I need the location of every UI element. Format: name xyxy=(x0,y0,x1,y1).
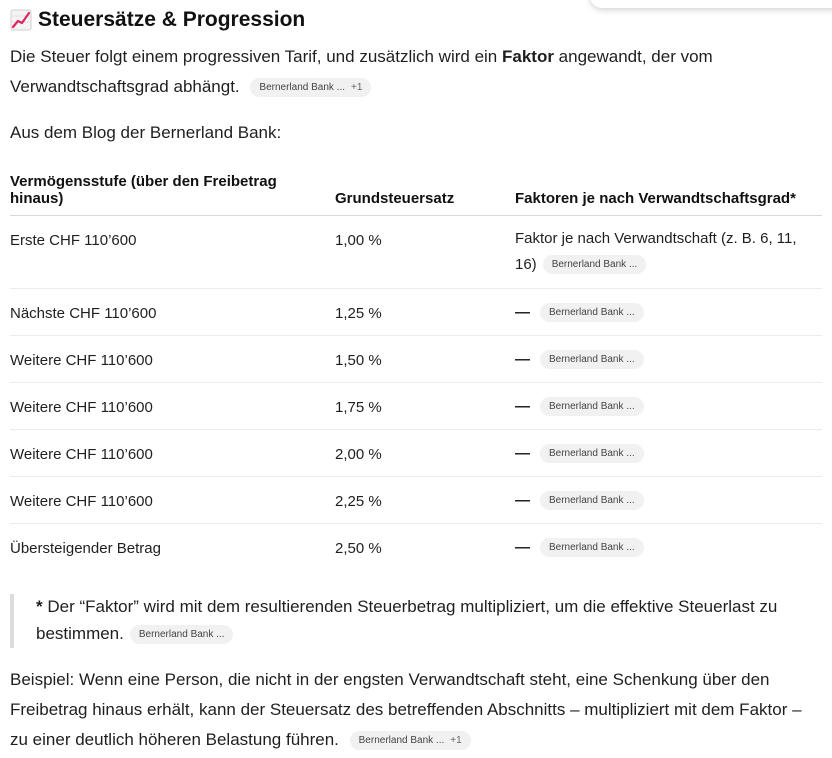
page-title: Steuersätze & Progression xyxy=(38,8,306,31)
blog-intro: Aus dem Blog der Bernerland Bank: xyxy=(10,123,282,142)
source-chip[interactable]: Bernerland Bank ... xyxy=(130,625,234,644)
source-chip[interactable]: Bernerland Bank ... +1 xyxy=(350,731,471,750)
column-header-faktor: Faktoren je nach Verwandtschaftsgrad* xyxy=(515,190,796,207)
column-header-satz: Grundsteuersatz xyxy=(335,190,455,207)
table-row: Weitere CHF 110’600 1,75 % — Bernerland Bank ... xyxy=(10,383,822,430)
table-row: Weitere CHF 110’600 1,50 % — Bernerland Bank ... xyxy=(10,336,822,383)
source-chip[interactable]: Bernerland Bank ... xyxy=(540,397,644,416)
source-chip[interactable]: Bernerland Bank ... +1 xyxy=(250,78,371,97)
section-heading xyxy=(10,4,305,36)
source-chip[interactable]: Bernerland Bank ... xyxy=(540,444,644,463)
table-row: Übersteigender Betrag 2,50 % — Bernerland Bank ... xyxy=(10,524,822,570)
source-chip[interactable]: Bernerland Bank ... xyxy=(543,255,647,274)
floating-panel-edge xyxy=(590,0,832,8)
table-row: Weitere CHF 110’600 2,00 % — Bernerland Bank ... xyxy=(10,430,822,477)
intro-paragraph: Die Steuer folgt einem progressiven Tarif, und zusätzlich wird ein Faktor angewandt, der vom Verwandtschaftsgrad abhängt. Bernerland Bank ... +1 xyxy=(10,47,713,96)
table-row: Erste CHF 110’600 1,00 % Faktor je nach Verwandtschaft (z. B. 6, 11, 16) Bernerland Bank ... xyxy=(10,216,822,289)
source-chip[interactable]: Bernerland Bank ... xyxy=(540,538,644,557)
table-row: Nächste CHF 110’600 1,25 % — Bernerland Bank ... xyxy=(10,289,822,336)
chart-increasing-icon xyxy=(10,9,32,31)
tax-rate-table xyxy=(10,168,822,570)
column-header-stufe: Vermögensstufe (über den Freibetrag hinaus) xyxy=(10,173,277,207)
source-chip[interactable]: Bernerland Bank ... xyxy=(540,303,644,322)
source-chip[interactable]: Bernerland Bank ... xyxy=(540,350,644,369)
table-row: Weitere CHF 110’600 2,25 % — Bernerland Bank ... xyxy=(10,477,822,524)
factor-note-blockquote: * Der “Faktor” wird mit dem resultierenden Steuerbetrag multipliziert, um die effektive Steuerlast zu bestimmen. Bernerland Bank ... xyxy=(10,594,810,648)
example-paragraph: Beispiel: Wenn eine Person, die nicht in der engsten Verwandtschaft steht, eine Schenkung über den Freibetrag hinaus erhält, kann der Steuersatz des betreffenden Abschnitts – multipliziert mit dem Faktor – zu einer deutlich höheren Belastung führen. Bernerland Bank ... +1 xyxy=(10,670,802,749)
faktor-term: Faktor xyxy=(501,47,554,66)
source-chip[interactable]: Bernerland Bank ... xyxy=(540,491,644,510)
table-header xyxy=(10,168,822,216)
